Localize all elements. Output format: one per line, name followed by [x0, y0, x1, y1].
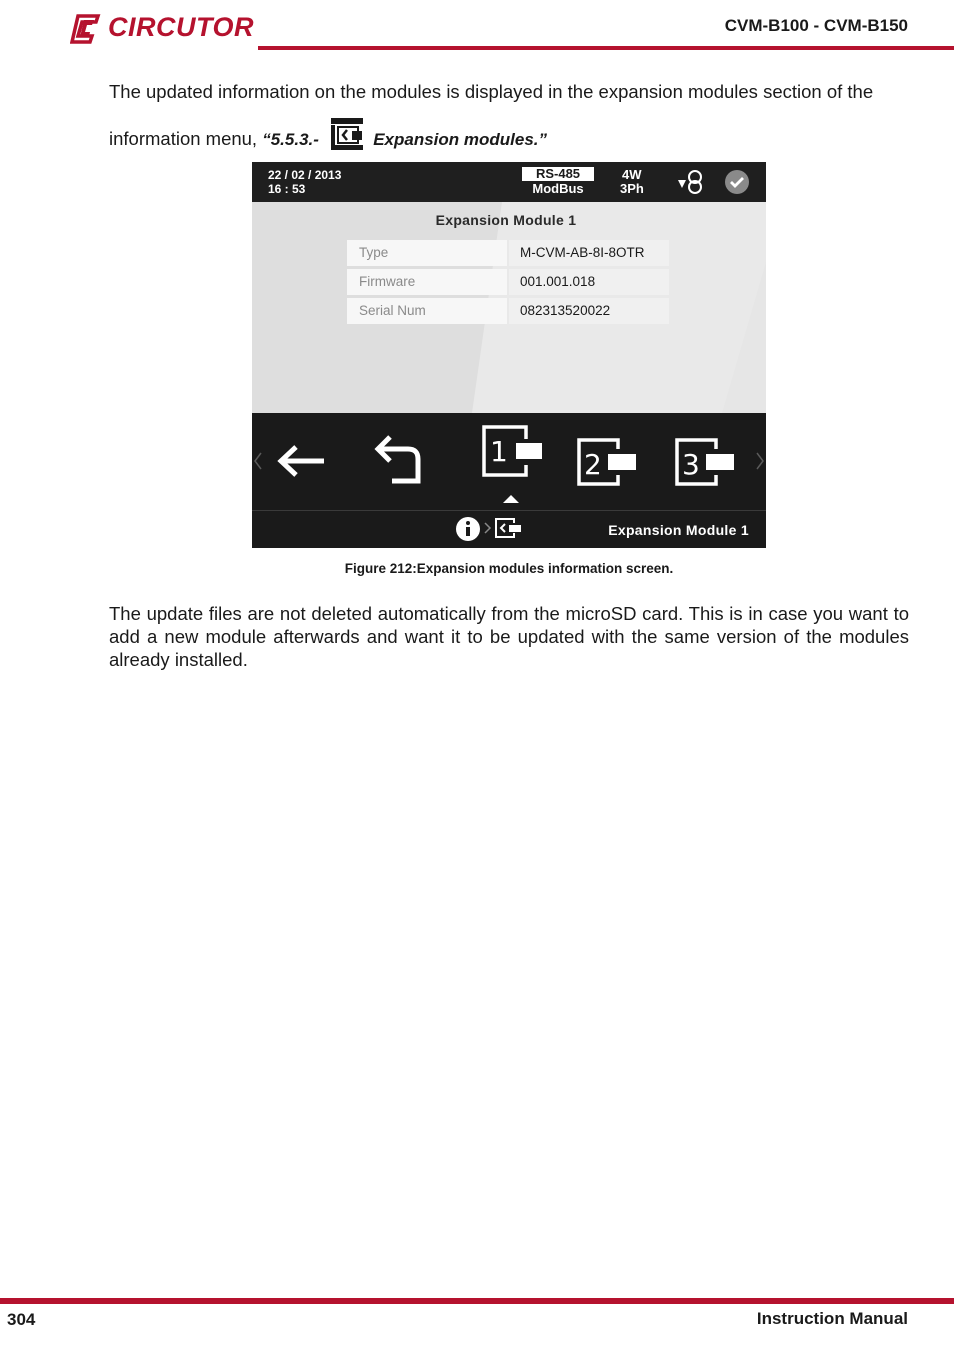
selected-indicator-icon [503, 495, 519, 503]
module-3-number: 3 [682, 448, 700, 481]
header-divider [258, 46, 954, 50]
brand-name: CIRCUTOR [108, 12, 255, 42]
type-label: Type [347, 240, 507, 266]
protocol-label: ModBus [532, 181, 584, 196]
module-3-icon[interactable] [674, 437, 738, 487]
breadcrumb-chevron-icon [484, 521, 492, 535]
module-title: Expansion Module 1 [435, 212, 577, 228]
module-1-number: 1 [490, 435, 508, 468]
footer-title: Instruction Manual [756, 1309, 908, 1328]
breadcrumb-label: Expansion Module 1 [608, 522, 749, 538]
section-title: Expansion modules.” [373, 130, 548, 149]
back-arrow-icon[interactable] [276, 441, 326, 481]
check-status-icon [725, 170, 749, 194]
document-code: CVM-B100 - CVM-B150 [724, 16, 908, 35]
module-1-icon[interactable] [480, 423, 544, 479]
expansion-modules-small-icon [494, 517, 522, 539]
status-bar [252, 162, 766, 202]
section-number: “5.5.3.- [262, 130, 319, 149]
comm-port-badge: RS-485 [522, 167, 594, 181]
wiring-label: 4W [622, 167, 642, 182]
status-date: 22 / 02 / 2013 [268, 168, 342, 182]
page-number: 304 [7, 1310, 36, 1329]
intro-prefix: information menu, [109, 128, 263, 149]
nav-divider [252, 510, 766, 511]
return-icon[interactable] [374, 435, 424, 487]
figure-caption: Figure 212:Expansion modules information screen. [344, 561, 674, 576]
expansion-modules-icon [330, 117, 364, 151]
module-2-number: 2 [584, 448, 602, 481]
status-time: 16 : 53 [268, 182, 306, 196]
connection-type-icon [676, 168, 706, 196]
device-screen [252, 162, 766, 548]
paragraph-2: The update files are not deleted automatically from the microSD card. This is in case you want to add a new module afterwards and want it to be updated with the same version of the modules already installed. [109, 603, 909, 670]
phases-label: 3Ph [620, 181, 644, 196]
intro-line-1: The updated information on the modules is displayed in the expansion modules section of the [109, 81, 874, 102]
firmware-value: 001.001.018 [509, 269, 669, 295]
serial-value: 082313520022 [509, 298, 669, 324]
module-2-icon[interactable] [576, 437, 640, 487]
serial-label: Serial Num [347, 298, 507, 324]
intro-line-2 [109, 117, 909, 151]
footer-divider [0, 1298, 954, 1304]
info-icon [456, 517, 480, 541]
firmware-label: Firmware [347, 269, 507, 295]
type-value: M-CVM-AB-8I-8OTR [509, 240, 669, 266]
